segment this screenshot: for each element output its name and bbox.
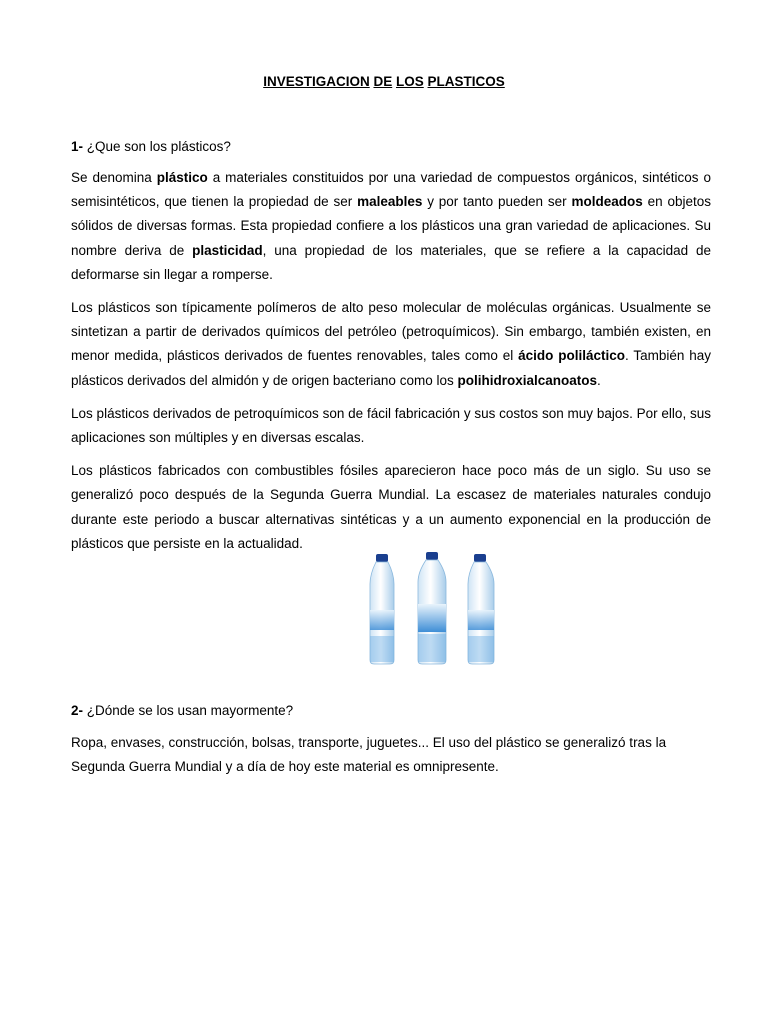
section-question: ¿Dónde se los usan mayormente? — [83, 703, 294, 718]
bottle-left — [370, 554, 394, 664]
section1-heading — [71, 139, 231, 154]
section1-body — [71, 166, 711, 556]
bottle-right — [468, 554, 494, 664]
document-title — [0, 74, 768, 89]
bottle-center — [418, 552, 446, 664]
section2-heading — [71, 703, 293, 718]
title-word: INVESTIGACION — [263, 74, 370, 89]
paragraph: Los plásticos fabricados con combustibles fósiles aparecieron hace poco más de un siglo. Su uso se generalizó poco después de la Segunda Guerra Mundial. La escasez de materiales naturales condujo durante este periodo a buscar alternativas sintéticas y a un aumento exponencial en la producción de plásticos que persiste en la actualidad. — [71, 463, 711, 551]
title-word: PLASTICOS — [427, 74, 505, 89]
section-number: 1- — [71, 139, 84, 154]
paragraph: Los plásticos son típicamente polímeros de alto peso molecular de moléculas orgánicas. Usualmente se sintetizan a partir de derivados químicos del petróleo (petroquímicos). Sin embargo, también existen, en menor medida, plásticos derivados de fuentes renovables, tales como el ácido poliláctico. También hay plásticos derivados del almidón y de origen bacteriano como los polihidroxialcanoatos. — [71, 300, 711, 388]
title-word: LOS — [396, 74, 424, 89]
water-bottles-image — [366, 552, 498, 665]
title-word: DE — [373, 74, 393, 89]
paragraph: Los plásticos derivados de petroquímicos son de fácil fabricación y sus costos son muy bajos. Por ello, sus aplicaciones son múltiples y en diversas escalas. — [71, 405, 711, 446]
paragraph: Se denomina plástico a materiales constituidos por una variedad de compuestos orgánicos, sintéticos o semisintéticos, que tienen la propiedad de ser maleables y por tanto pueden ser moldeados en objetos sólidos de diversas formas. Esta propiedad confiere a los plásticos una gran variedad de aplicaciones. Su nombre deriva de plasticidad, una propiedad de los materiales, que se refiere a la capacidad de deformarse sin llegar a romperse. — [71, 170, 711, 282]
section2-body — [71, 731, 711, 779]
section-number: 2- — [71, 703, 84, 718]
paragraph: Ropa, envases, construcción, bolsas, transporte, juguetes... El uso del plástico se generalizó tras la Segunda Guerra Mundial y a día de hoy este material es omnipresente. — [71, 735, 667, 775]
section-question: ¿Que son los plásticos? — [83, 139, 231, 154]
